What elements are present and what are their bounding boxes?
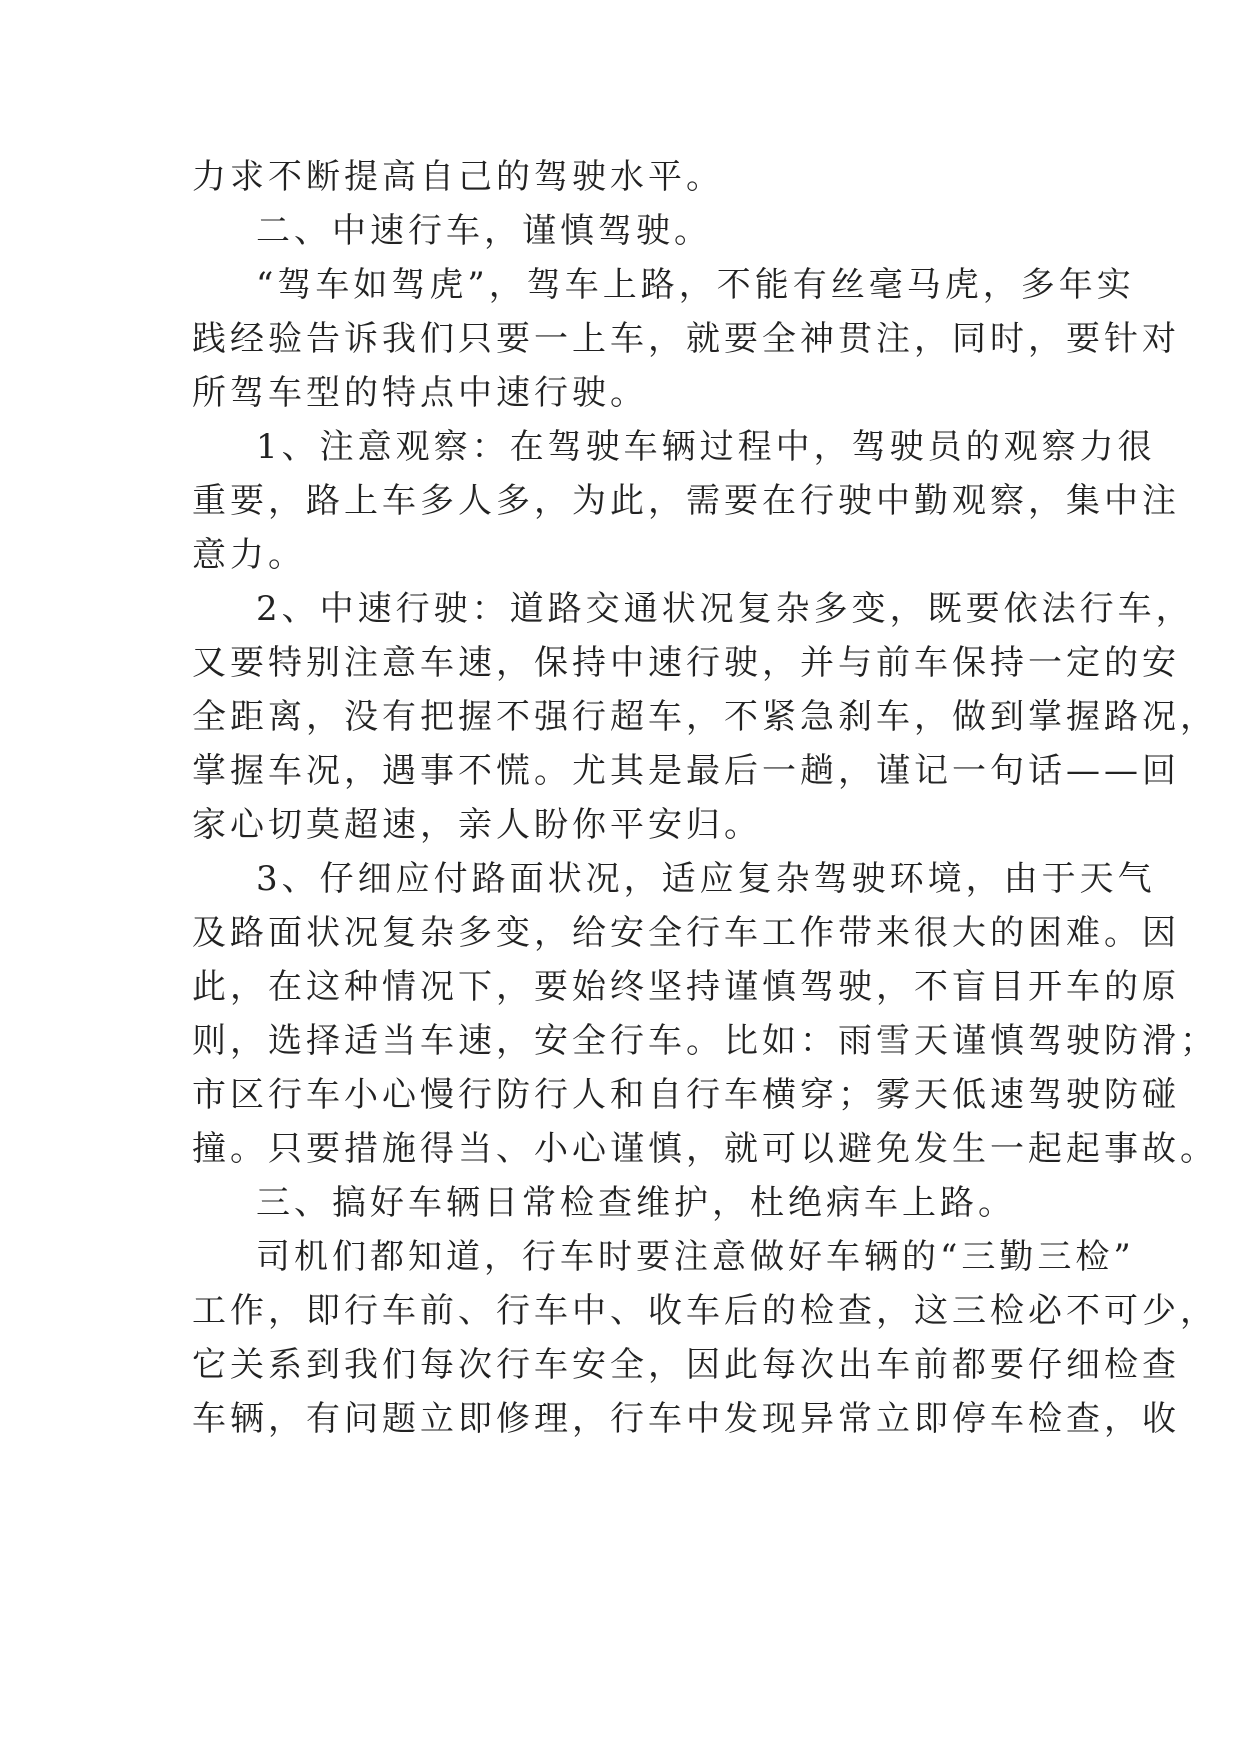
text-line: 及路面状况复杂多变，给安全行车工作带来很大的困难。因 (192, 913, 1180, 953)
text-line: 三、搞好车辆日常检查维护，杜绝病车上路。 (256, 1183, 1016, 1223)
text-line: 力求不断提高自己的驾驶水平。 (192, 157, 724, 197)
text-line: 家心切莫超速，亲人盼你平安归。 (192, 805, 762, 845)
body-text (192, 150, 1218, 1446)
text-line: 二、中速行车，谨慎驾驶。 (256, 211, 712, 251)
text-line: 掌握车况，遇事不慌。尤其是最后一趟，谨记一句话——回 (192, 751, 1180, 791)
text-line: 又要特别注意车速，保持中速行驶，并与前车保持一定的安 (192, 643, 1180, 683)
text-line: “驾车如驾虎”，驾车上路，不能有丝毫马虎，多年实 (256, 265, 1135, 305)
text-line: 市区行车小心慢行防行人和自行车横穿；雾天低速驾驶防碰 (192, 1075, 1180, 1115)
text-line: 它关系到我们每次行车安全，因此每次出车前都要仔细检查 (192, 1345, 1180, 1385)
text-line: 重要，路上车多人多，为此，需要在行驶中勤观察，集中注 (192, 481, 1180, 521)
text-line: 1、注意观察：在驾驶车辆过程中，驾驶员的观察力很 (256, 427, 1156, 467)
text-line: 意力。 (192, 535, 306, 575)
text-line: 3、仔细应付路面状况，适应复杂驾驶环境，由于天气 (256, 859, 1156, 899)
text-line: 司机们都知道，行车时要注意做好车辆的“三勤三检” (256, 1237, 1135, 1277)
text-line: 此，在这种情况下，要始终坚持谨慎驾驶，不盲目开车的原 (192, 967, 1180, 1007)
text-line: 所驾车型的特点中速行驶。 (192, 373, 648, 413)
text-line: 践经验告诉我们只要一上车，就要全神贯注，同时，要针对 (192, 319, 1180, 359)
text-line: 车辆，有问题立即修理，行车中发现异常立即停车检查，收 (192, 1399, 1180, 1439)
text-line: 则，选择适当车速，安全行车。比如：雨雪天谨慎驾驶防滑； (192, 1021, 1218, 1061)
text-line: 工作，即行车前、行车中、收车后的检查，这三检必不可少， (192, 1291, 1218, 1331)
text-line: 2、中速行驶：道路交通状况复杂多变，既要依法行车， (256, 589, 1194, 629)
text-line: 撞。只要措施得当、小心谨慎，就可以避免发生一起起事故。 (192, 1129, 1218, 1169)
text-line: 全距离，没有把握不强行超车，不紧急刹车，做到掌握路况， (192, 697, 1218, 737)
